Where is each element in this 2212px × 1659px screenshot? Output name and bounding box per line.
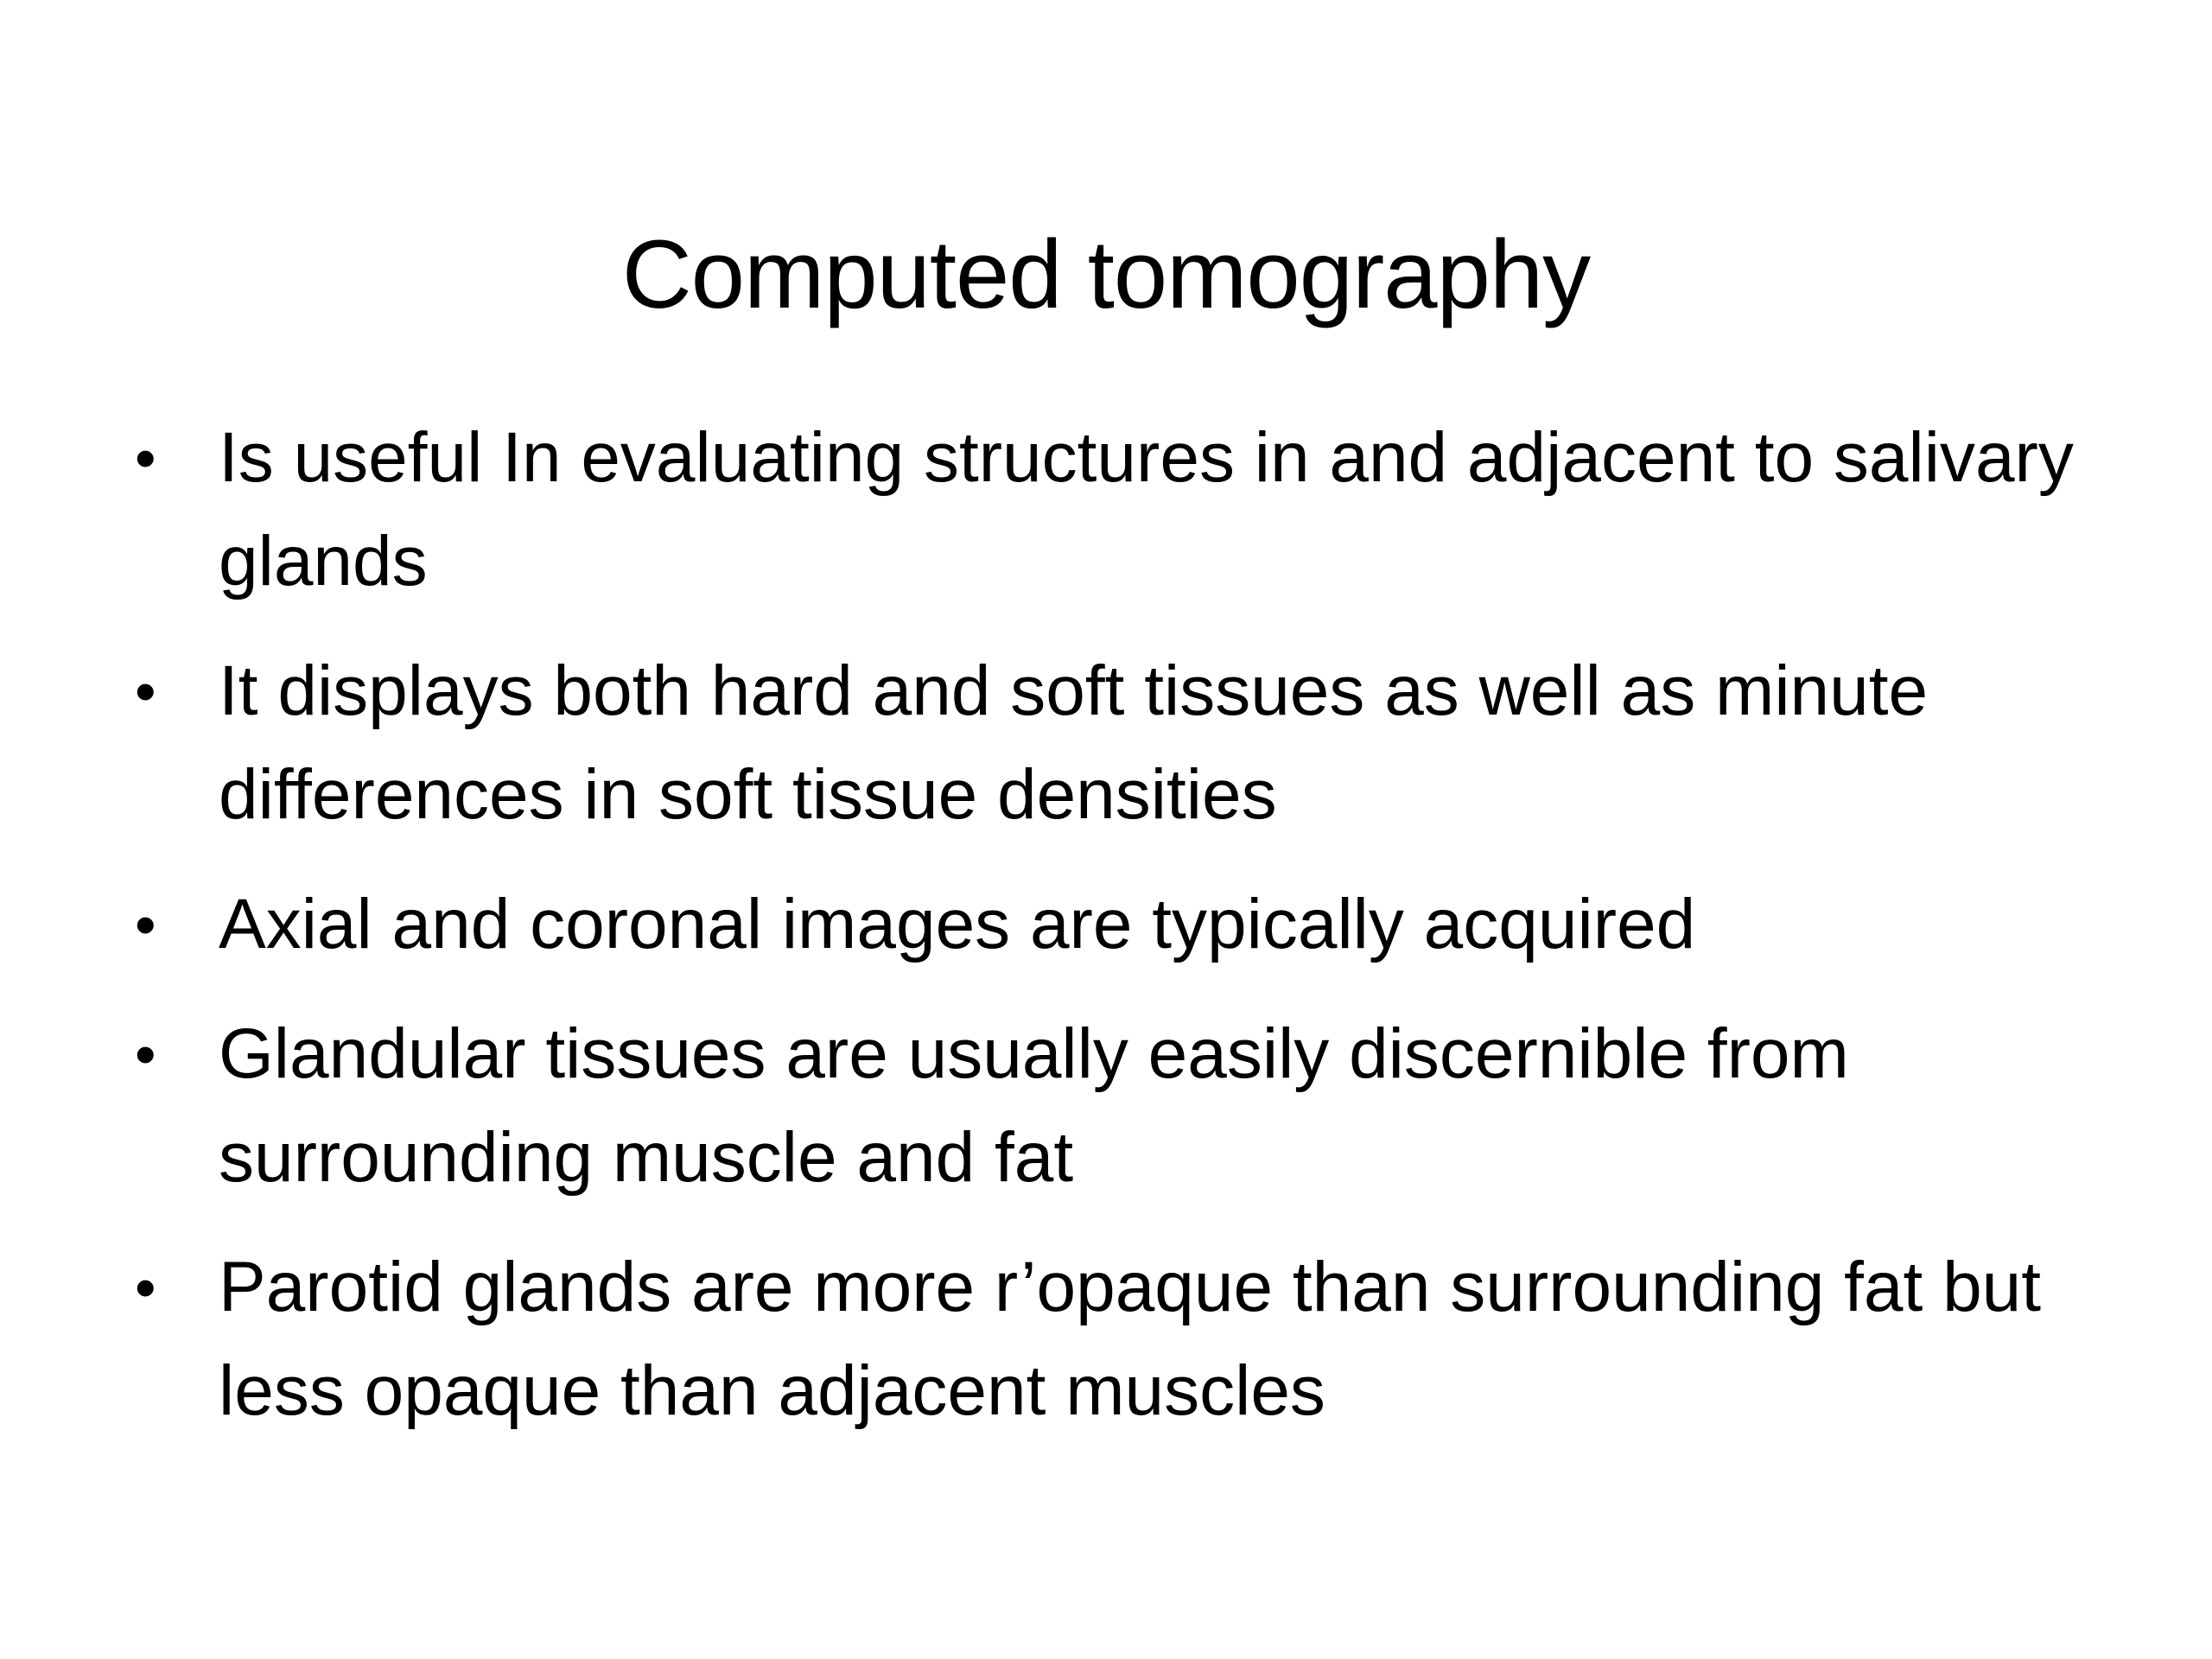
bullet-list	[130, 406, 2082, 1469]
bullet-icon: •	[135, 1020, 156, 1088]
bullet-item	[130, 1236, 2082, 1443]
bullet-icon: •	[135, 424, 156, 492]
bullet-item	[130, 406, 2082, 613]
bullet-icon: •	[135, 1254, 156, 1321]
bullet-text: Parotid glands are more r’opaque than surrounding fat but less opaque than adjacent muscles	[219, 1248, 2042, 1430]
bullet-icon: •	[135, 658, 156, 725]
bullet-item	[130, 639, 2082, 847]
bullet-text: Glandular tissues are usually easily discernible from surrounding muscle and fat	[219, 1014, 1849, 1197]
bullet-text: Axial and coronal images are typically acquired	[219, 885, 1696, 963]
bullet-icon: •	[135, 891, 156, 958]
bullet-text: It displays both hard and soft tissues as well as minute differences in soft tissue densities	[219, 652, 1929, 834]
bullet-text: Is useful In evaluating structures in and adjacent to salivary glands	[219, 418, 2074, 601]
bullet-item	[130, 873, 2082, 976]
bullet-item	[130, 1002, 2082, 1210]
slide-title: Computed tomography	[621, 220, 1591, 329]
